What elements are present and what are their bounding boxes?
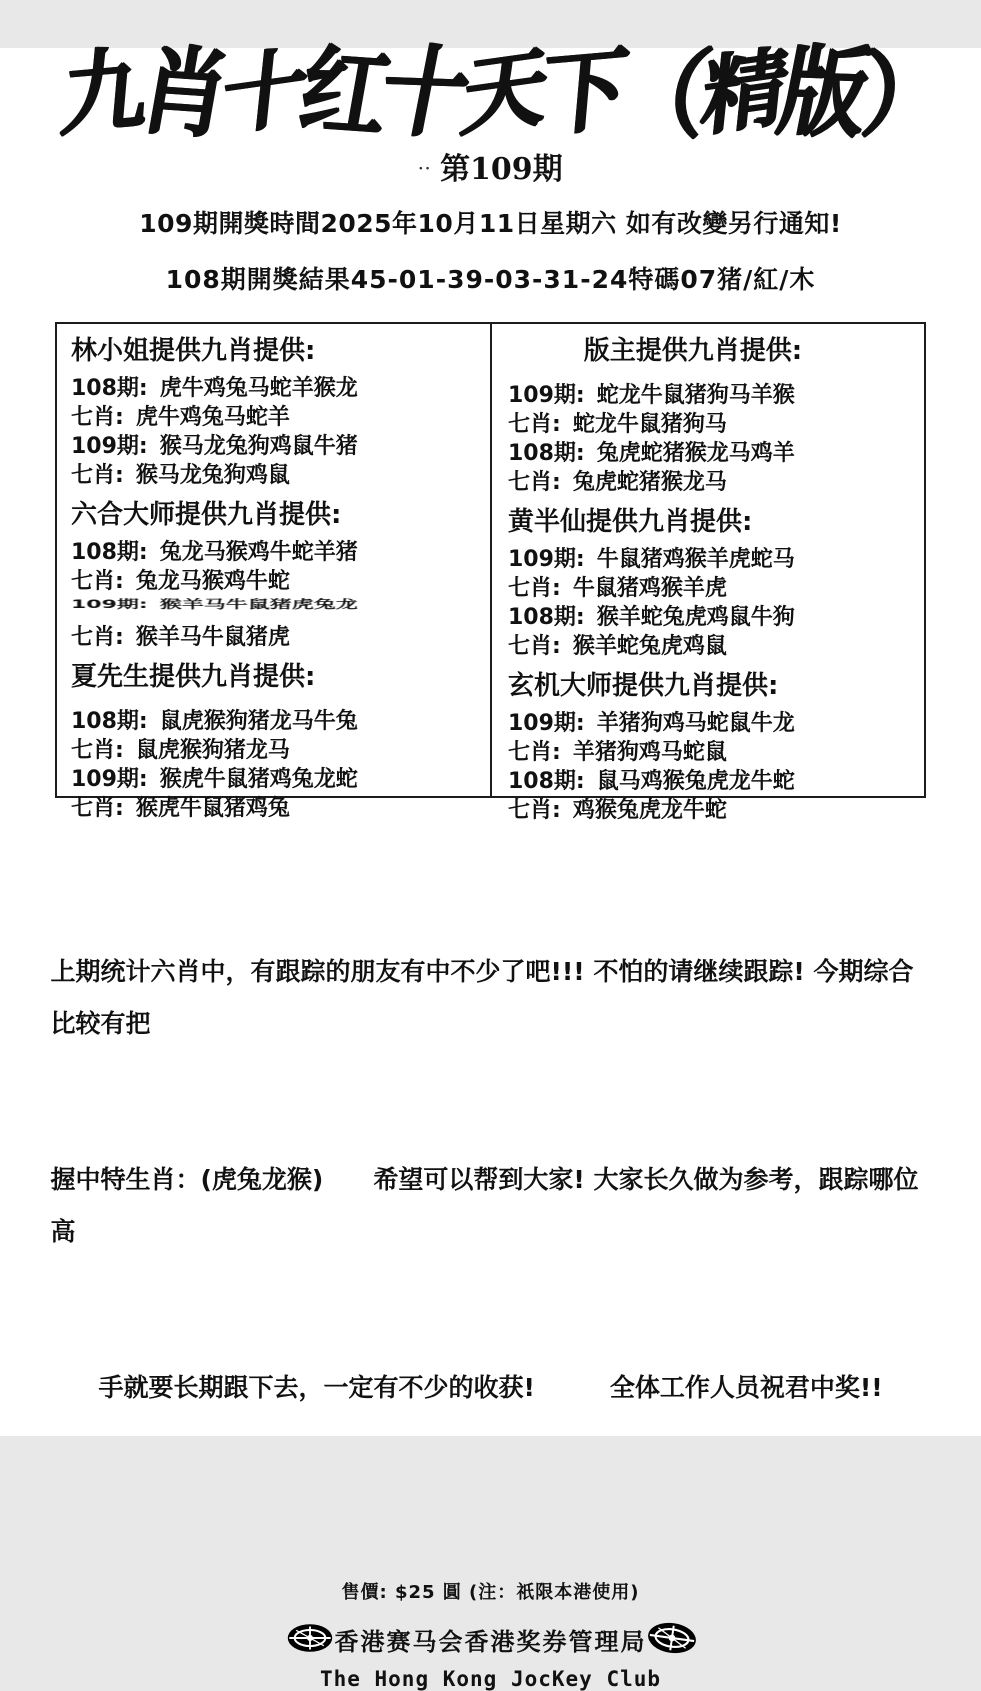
commentary-line-1: 上期统计六肖中，有跟踪的朋友有中不少了吧!!! 不怕的请继续跟踪! 今期综合比较有把	[50, 957, 914, 1039]
tip-row-label: 108期:	[71, 540, 148, 566]
tip-row-label: 七肖:	[71, 569, 124, 595]
tip-row	[508, 410, 918, 439]
tip-row-value: 牛鼠猪鸡猴羊虎蛇马	[596, 547, 795, 573]
tip-row-value: 猴虎牛鼠猪鸡兔龙蛇	[159, 767, 358, 793]
tip-row-label: 七肖:	[71, 625, 124, 651]
tip-row-label: 七肖:	[508, 798, 561, 824]
masthead-title: 九肖十红十天下（精版）	[56, 33, 946, 152]
section-lin-xiaojie	[71, 336, 484, 490]
tip-row-value: 猴马龙兔狗鸡鼠牛猪	[159, 434, 358, 460]
section-liuhe-dashi	[71, 500, 484, 652]
tip-row	[71, 623, 484, 652]
hkjc-logo-icon	[287, 1623, 333, 1657]
tip-row-value: 鸡猴兔虎龙牛蛇	[572, 798, 727, 824]
tip-row	[71, 403, 484, 432]
tip-row	[508, 709, 918, 738]
tip-row-value: 鼠马鸡猴兔虎龙牛蛇	[596, 769, 795, 795]
tip-row-value: 蛇龙牛鼠猪狗马羊猴	[596, 383, 795, 409]
tip-row-value: 虎牛鸡兔马蛇羊	[135, 405, 290, 431]
tip-row	[508, 439, 918, 468]
section-huang-banxian	[508, 507, 918, 661]
tip-row	[508, 796, 918, 825]
tips-column-right	[490, 324, 924, 824]
section-title: 黄半仙提供九肖提供:	[508, 507, 753, 538]
commentary-line-2: 握中特生肖：(虎兔龙猴) 希望可以帮到大家! 大家长久做为参考，跟踪哪位高	[50, 1165, 919, 1247]
section-xuanji-dashi	[508, 671, 918, 825]
tip-row-label: 109期:	[71, 767, 148, 793]
section-banzhu	[508, 336, 918, 497]
tip-row-label: 109期:	[508, 711, 585, 737]
hkjc-logo-icon	[649, 1623, 695, 1657]
tip-row-value: 羊猪狗鸡马蛇鼠牛龙	[596, 711, 795, 737]
section-title: 玄机大师提供九肖提供:	[508, 671, 779, 702]
organization-name-en: The Hong Kong JocKey Club	[319, 1667, 662, 1691]
tip-row	[71, 794, 484, 823]
tip-row-label: 108期:	[71, 709, 148, 735]
issue-number: 第109期	[440, 152, 563, 188]
price-note: 售價: $25 圓 (注：祇限本港使用)	[341, 1582, 640, 1604]
tip-row	[508, 632, 918, 661]
tip-row	[71, 461, 484, 490]
tip-row	[508, 738, 918, 767]
tip-row	[71, 374, 484, 403]
tip-row	[508, 468, 918, 497]
tips-column-left	[57, 324, 490, 822]
tip-row	[508, 545, 918, 574]
commentary-line-3: 手就要长期跟下去，一定有不少的收获! 全体工作人员祝君中奖!!	[98, 1373, 883, 1403]
tip-row-label: 108期:	[508, 769, 585, 795]
tip-row-value: 牛鼠猪鸡猴羊虎	[572, 576, 727, 602]
issue-dots: ··	[418, 161, 433, 178]
organization-line	[0, 1622, 981, 1657]
tip-row-value: 兔虎蛇猪猴龙马鸡羊	[596, 441, 795, 467]
tip-row-label: 七肖:	[71, 796, 124, 822]
section-title: 夏先生提供九肖提供:	[71, 662, 316, 693]
organization-name-cn: 香港赛马会香港奖券管理局	[334, 1628, 647, 1657]
section-title: 六合大师提供九肖提供:	[71, 500, 342, 531]
commentary-paragraph	[51, 842, 931, 1518]
tip-row-label: 七肖:	[71, 405, 124, 431]
tip-row	[71, 736, 484, 765]
tip-row-value: 羊猪狗鸡马蛇鼠	[572, 740, 727, 766]
tip-row-label: 七肖:	[508, 740, 561, 766]
tip-row	[508, 603, 918, 632]
tip-row	[71, 707, 484, 736]
tip-row	[71, 432, 484, 461]
tip-row-label: 109期:	[508, 383, 585, 409]
tip-row-value: 猴羊马牛鼠猪虎兔龙	[159, 598, 358, 612]
section-title: 版主提供九肖提供:	[583, 336, 803, 367]
tip-row-label: 七肖:	[508, 412, 561, 438]
tip-sheet-page	[0, 33, 981, 1691]
draw-time-notice: 109期開獎時間2025年10月11日星期六 如有改變另行通知!	[139, 209, 842, 239]
tip-row-label: 108期:	[508, 441, 585, 467]
tip-row-value: 蛇龙牛鼠猪狗马	[572, 412, 727, 438]
tip-row-value: 猴马龙兔狗鸡鼠	[135, 463, 290, 489]
tip-row-label: 109期:	[508, 547, 585, 573]
tip-row	[71, 567, 484, 596]
tip-row-value: 猴羊蛇兔虎鸡鼠	[572, 634, 727, 660]
tip-row-value: 兔龙马猴鸡牛蛇	[135, 569, 290, 595]
tip-row-value: 虎牛鸡兔马蛇羊猴龙	[159, 376, 358, 402]
tip-row-label: 七肖:	[508, 470, 561, 496]
tips-board	[55, 322, 926, 824]
tip-row-value: 猴羊蛇兔虎鸡鼠牛狗	[596, 605, 795, 631]
tip-row-label: 七肖:	[71, 738, 124, 764]
tip-row	[71, 765, 484, 794]
tip-row-value: 猴羊马牛鼠猪虎	[135, 625, 290, 651]
tip-row-value: 兔虎蛇猪猴龙马	[572, 470, 727, 496]
tip-row-value: 鼠虎猴狗猪龙马牛兔	[159, 709, 358, 735]
tip-row	[508, 574, 918, 603]
tip-row-value: 猴虎牛鼠猪鸡兔	[135, 796, 290, 822]
tip-row	[508, 767, 918, 796]
tip-row-label: 109期:	[71, 434, 148, 460]
tip-row-label: 七肖:	[508, 576, 561, 602]
section-xia-xiansheng	[71, 662, 484, 823]
tip-row	[71, 538, 484, 567]
tip-row-label: 108期:	[508, 605, 585, 631]
tip-row-label: 七肖:	[508, 634, 561, 660]
tip-row-degraded-print	[71, 597, 484, 612]
section-title: 林小姐提供九肖提供:	[71, 336, 316, 367]
tip-row-value: 兔龙马猴鸡牛蛇羊猪	[159, 540, 358, 566]
tip-row	[508, 381, 918, 410]
tip-row-label: 108期:	[71, 376, 148, 402]
tip-row-value: 鼠虎猴狗猪龙马	[135, 738, 290, 764]
last-draw-result: 108期開獎結果45-01-39-03-31-24特碼07猪/紅/木	[165, 265, 816, 295]
tip-row-label: 109期:	[71, 598, 148, 612]
tip-row-label: 七肖:	[71, 463, 124, 489]
